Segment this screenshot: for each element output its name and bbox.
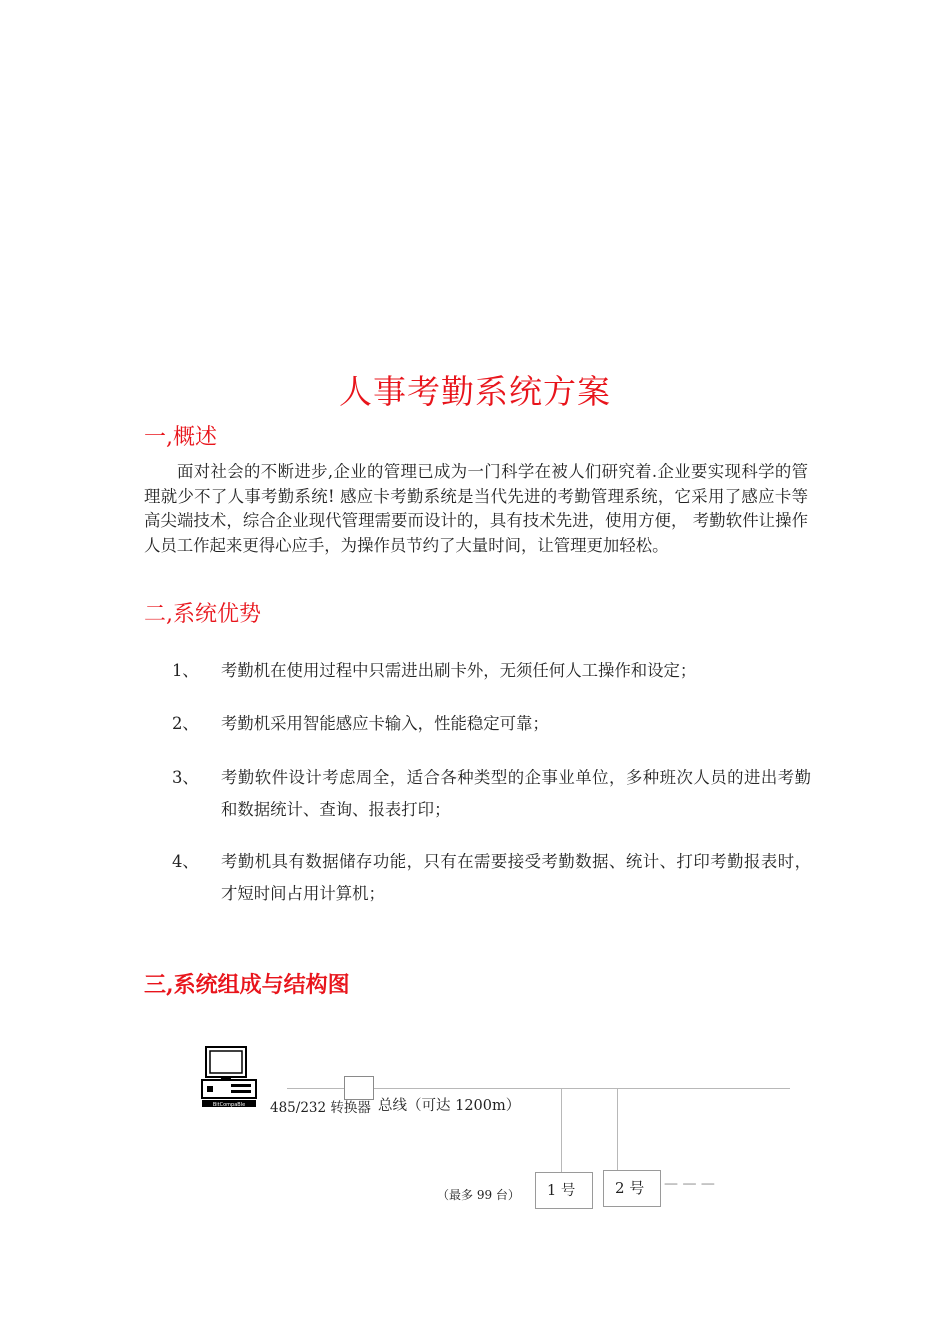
max-units-label: （最多 99 台） [437,1188,520,1202]
converter-label: 485/232 转换器 [270,1100,371,1116]
list-text: 考勤机采用智能感应卡输入，性能稳定可靠； [221,714,549,733]
unit-label-1: 1 号 [547,1183,576,1199]
list-text: 考勤机具有数据储存功能，只有在需要接受考勤数据、统计、打印考勤报表时，才短时间占用计算机； [221,852,811,903]
list-number: 2、 [172,714,199,733]
list-number: 1、 [172,661,199,680]
list-text: 考勤机在使用过程中只需进出刷卡外，无须任何人工操作和设定； [221,661,697,680]
list-number: 4、 [172,852,199,871]
computer-brand-label: BitCompaBle [212,1102,246,1108]
overview-paragraph: 面对社会的不断进步,企业的管理已成为一门科学在被人们研究着.企业要实现科学的管理就少不了人事考勤系统! 感应卡考勤系统是当代先进的考勤管理系统，它采用了感应卡等高尖端技术，综合企业现代管理需要而设计的，具有技术先进，使用方便， 考勤软件让操作人员工作起来更得心应手，为操作员节约了大量时间，让管理更加轻松。 [144,462,808,555]
unit-box-1 [535,1172,593,1209]
document-title: 人事考勤系统方案 [339,372,611,411]
unit-label-2: 2 号 [615,1179,645,1197]
list-text: 考勤软件设计考虑周全，适合各种类型的企事业单位，多种班次人员的进出考勤和数据统计、查询、报表打印； [221,768,811,819]
bus-label: 总线（可达 1200m） [378,1098,521,1114]
section-heading-structure: 三,系统组成与结构图 [144,972,350,998]
continuation-dashes: — — — [664,1176,715,1192]
unit-box-2 [603,1170,661,1207]
section-heading-overview: 一,概述 [144,425,217,450]
section-heading-advantages: 二,系统优势 [144,602,261,627]
list-number: 3、 [172,768,199,787]
drop-line-1 [561,1088,562,1172]
drop-line-2 [617,1088,618,1170]
computer-icon [199,1046,259,1108]
